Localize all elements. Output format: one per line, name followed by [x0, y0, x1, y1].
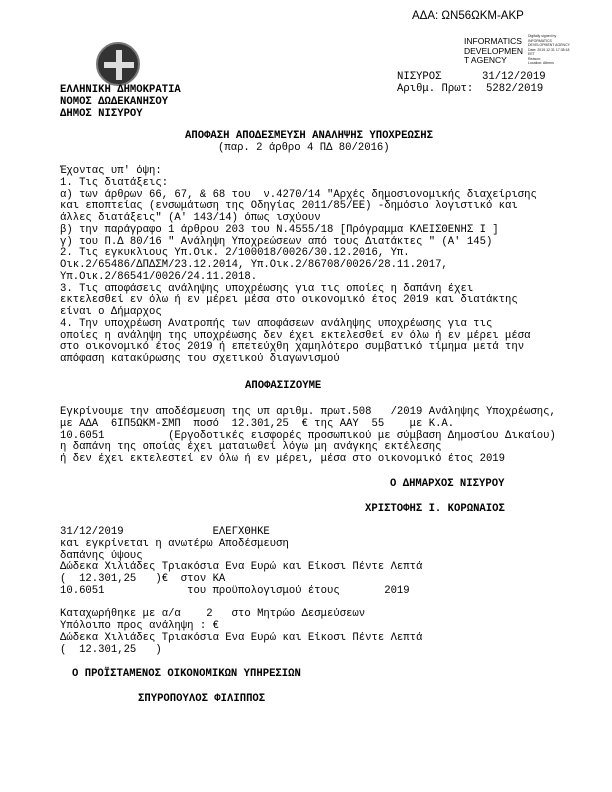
text-line: 2. Τις εγκυκλιους Υπ.Οικ. 2/100018/0026/30.12.2016, Υπ.: [60, 247, 410, 260]
text-line: Δώδεκα Χιλιάδες Τριακόσια Ενα Ευρώ και Είκοσι Πέντε Λεπτά: [60, 631, 423, 644]
text-line: εκτελεσθεί εν όλω ή εν μέρει μέσα στο οικονομικό έτος 2019 και διατάκτης: [60, 294, 518, 307]
text-line: γ) του Π.Δ 80/16 " Ανάληψη Υποχρεώσεων από τους Διατάκτες " (Α' 145): [60, 235, 493, 248]
finance-title: Ο ΠΡΟΪΣΤΑΜΕΝΟΣ ΟΙΚΟΝΟΜΙΚΩΝ ΥΠΗΡΕΣΙΩΝ: [72, 668, 301, 680]
text-line: με ΑΔΑ 6ΙΠ5ΩΚΜ-ΣΜΠ ποσό 12.301,25 € της ΑΑΥ 55 με Κ.Α.: [60, 417, 455, 430]
check-block: [60, 527, 422, 656]
signature-agency: INFORMATICS DEVELOPMEN T AGENCY: [464, 36, 524, 65]
text-line: Έχοντας υπ' όψη:: [60, 165, 162, 177]
text-line: Υπόλοιπο προς ανάληψη : €: [60, 620, 219, 632]
text-line: ( 12.301,25 ): [60, 643, 162, 656]
text-line: α) των άρθρων 66, 67, & 68 του ν.4270/14 "Αρχές δημοσιονομικής διαχείρισης: [60, 188, 537, 201]
text-line: οποίες η ανάληψη της υποχρέωσης δεν έχει εκτελεσθεί εν όλω ή εν μέρει μέσα: [60, 329, 531, 342]
digital-signature-text: Digitally signed by INFORMATICS DEVELOPMENT AGENCY Date: 2019.12.31 17:38:18 EET Reason: Location: Athens: [528, 34, 570, 65]
issuer-line: ΕΛΛΗΝΙΚΗ ΔΗΜΟΚΡΑΤΙΑ: [60, 84, 181, 96]
text-line: 31/12/2019 ΕΛΕΓΧΘΗΚΕ: [60, 526, 270, 538]
prot-label: Αριθμ. Πρωτ:: [397, 83, 474, 95]
text-line: Καταχωρήθηκε με α/α 2 στο Μητρώο Δεσμεύσεων: [60, 608, 366, 621]
text-line: και εγκρίνεται η ανωτέρω Αποδέσμευση: [60, 537, 289, 550]
text-line: 10.6051 του προϋπολογισμού έτους 2019: [60, 584, 410, 597]
ada-code: ΑΔΑ: ΩΝ56ΩΚΜ-ΑΚΡ: [412, 10, 524, 22]
text-line: άλλες διατάξεις" (Α' 143/14) όπως ισχύουν: [60, 212, 321, 224]
text-line: Δώδεκα Χιλιάδες Τριακόσια Ενα Ευρώ και Είκοσι Πέντε Λεπτά: [60, 561, 423, 574]
greek-emblem-icon: [96, 42, 140, 86]
text-line: στο οικονομικό έτος 2019 ή επετεύχθη χαμηλότερο συμβατικό τίμημα μετά την: [60, 341, 525, 354]
place: ΝΙΣΥΡΟΣ: [397, 71, 442, 83]
issuer-line: ΔΗΜΟΣ ΝΙΣΥΡΟΥ: [60, 107, 143, 120]
mayor-name: ΧΡΙΣΤΟΦΗΣ Ι. ΚΟΡΩΝΑΙΟΣ: [365, 503, 505, 515]
text-line: Εγκρίνουμε την αποδέσμευση της υπ αριθμ. πρωτ.508 /2019 Ανάληψης Υποχρέωσης,: [60, 406, 556, 418]
issuer-block: [60, 85, 181, 120]
decision-text: [60, 407, 556, 466]
issuer-line: ΝΟΜΟΣ ΔΩΔΕΚΑΝΗΣΟΥ: [60, 95, 169, 108]
text-line: η δαπάνη της οποίας έχει ματαιωθεί λόγω μη ανάγκης εκτέλεσης: [60, 441, 442, 454]
text-line: είναι ο Δήμαρχος: [60, 306, 162, 318]
prot-number: 5282/2019: [486, 83, 544, 95]
text-line: 1. Τις διατάξεις:: [60, 176, 169, 189]
decision-heading: ΑΠΟΦΑΣΙΖΟΥΜΕ: [245, 380, 322, 392]
text-line: β) την παράγραφο 1 άρθρου 203 του Ν.4555/18 [Πρόγραμμα ΚΛΕΙΣΘΕΝΗΣ Ι ]: [60, 223, 499, 236]
text-line: Οικ.2/65486/ΔΠΔΣΜ/23.12.2014, Υπ.Οικ.2/86708/0026/28.11.2017,: [60, 259, 448, 271]
text-line: Υπ.Οικ.2/86541/0026/24.11.2018.: [60, 270, 258, 283]
doc-date: 31/12/2019: [482, 71, 546, 83]
considerations: [60, 166, 537, 366]
text-line: ή δεν έχει εκτελεστεί εν όλω ή εν μέρει, μέσα στο οικονομικό έτος 2019: [60, 453, 506, 465]
text-line: και εποπτείας (ενσωμάτωση της Οδηγίας 2011/85/ΕΕ) -δημόσιο λογιστικό και: [60, 200, 518, 213]
text-line: 4. Την υποχρέωση Ανατροπής των αποφάσεων ανάληψης υποχρέωσης για τις: [60, 317, 493, 330]
text-line: απόφαση κατακύρωσης του σχετικού διαγωνισμού: [60, 353, 340, 365]
text-line: 3. Τις αποφάσεις ανάληψης υποχρέωσης για τις οποίες η δαπάνη έχει: [60, 282, 474, 295]
document-subtitle: (παρ. 2 άρθρο 4 ΠΔ 80/2016): [218, 142, 390, 154]
text-line: δαπάνης ύψους: [60, 549, 143, 562]
mayor-title: Ο ΔΗΜΑΡΧΟΣ ΝΙΣΥΡΟΥ: [390, 478, 505, 490]
text-line: 10.6051 (Εργοδοτικές εισφορές προσωπικού με σύμβαση Δημοσίου Δικαίου): [60, 429, 556, 442]
finance-name: ΣΠΥΡΟΠΟΥΛΟΣ ΦΙΛΙΠΠΟΣ: [138, 693, 266, 705]
document-title: ΑΠΟΦΑΣΗ ΑΠΟΔΕΣΜΕΥΣΗ ΑΝΑΛΗΨΗΣ ΥΠΟΧΡΕΩΣΗΣ: [185, 130, 433, 142]
text-line: ( 12.301,25 )€ στον ΚΑ: [60, 573, 226, 585]
